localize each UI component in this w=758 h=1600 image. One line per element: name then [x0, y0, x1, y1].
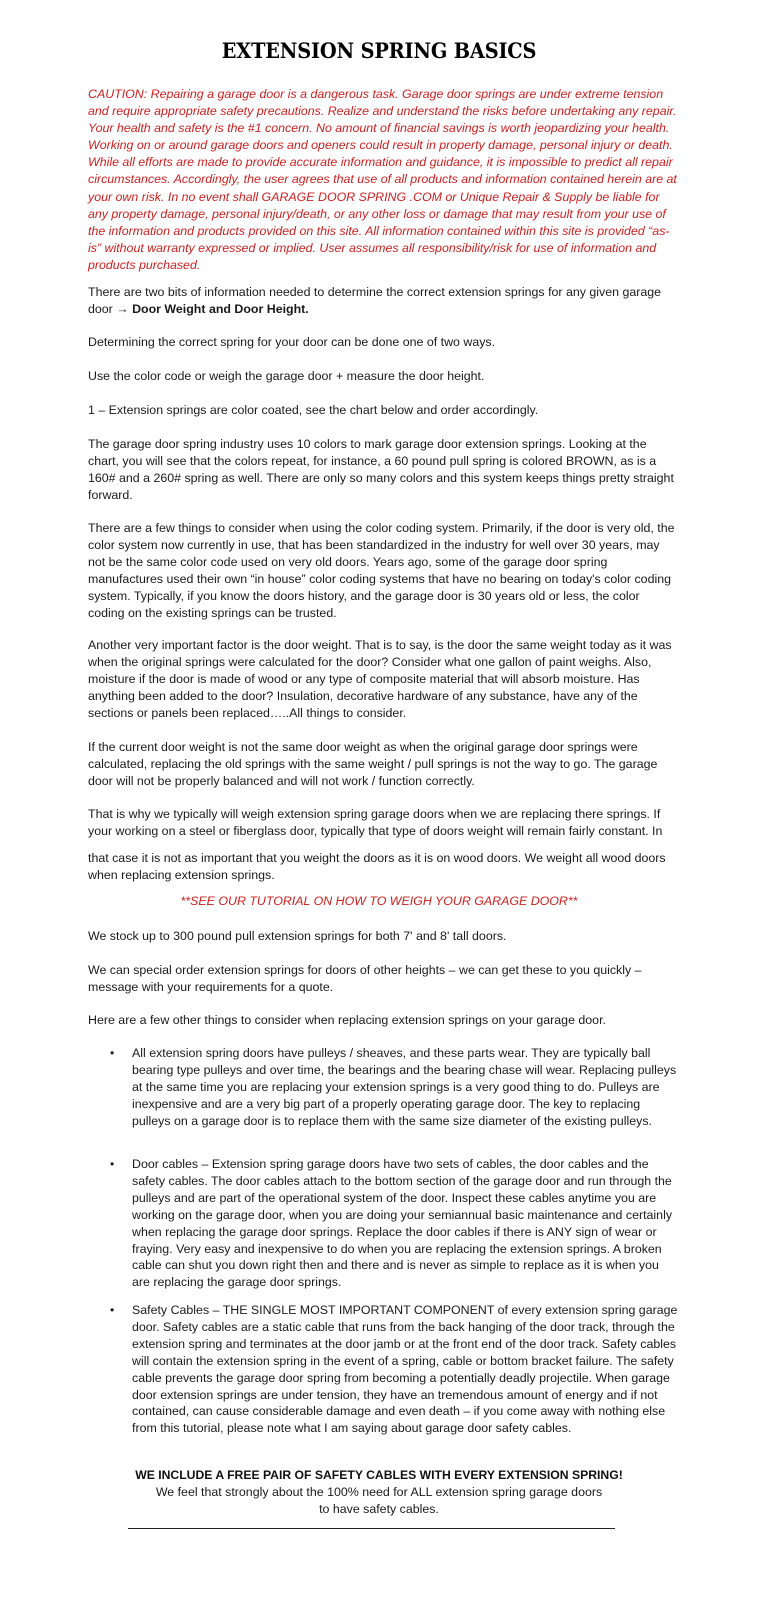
intro-text: There are two bits of information needed to determine the correct extension springs for any given garage door →	[88, 285, 662, 316]
paragraph-stock: We stock up to 300 pound pull extension springs for both 7' and 8' tall doors.	[88, 929, 507, 943]
intro-bold-door-weight-height: Door Weight and Door Height.	[132, 301, 309, 316]
page-title: EXTENSION SPRING BASICS	[221, 38, 537, 63]
paragraph-weight-factor: Another very important factor is the door weight. That is to say, is the door the same weight today as it was when the original springs were calculated for the door? Consider what one gallon of paint weighs. Also, moisture if the door is made of wood or any type of composite material that will absorb moisture. Has anything been added to the door? Insulation, decorative hardware of any substance, have any of the sections or panels been replaced…..All things to consider.	[88, 638, 672, 720]
bullet-icon: •	[110, 1303, 115, 1317]
footer-line-2: to have safety cables.	[319, 1502, 439, 1516]
bullet-icon: •	[110, 1157, 115, 1171]
caution-disclaimer: CAUTION: Repairing a garage door is a dangerous task. Garage door springs are under extreme tension and require appropriate safety precautions. Realize and understand the risks before undertaking any repair. Your health and safety is the #1 concern. No amount of financial savings is worth jeopardizing your health. Working on or around garage doors and openers could result in property damage, personal injury or death. While all efforts are made to provide accurate information and guidance, it is impossible to predict all repair circumstances. Accordingly, the user agrees that use of all products and information contained herein are at your own risk. In no event shall GARAGE DOOR SPRING .COM or Unique Repair & Supply be liable for any property damage, personal injury/death, or any other loss or damage that may result from your use of the information and products provided on this site. All information contained within this site is provided “as-is” without warranty expressed or implied. User assumes all responsibility/risk for use of information and products purchased.	[88, 87, 677, 272]
footer-line-1: We feel that strongly about the 100% need for ALL extension spring garage doors	[155, 1485, 603, 1499]
list-item-text: All extension spring doors have pulleys / sheaves, and these parts wear. They are typically ball bearing type pulleys and over time, the bearings and the bearing chase will wear. Replacing pulleys at the same time you are replacing your extension springs is a very good thing to do. Pulleys are inexpensive and are a very big part of a properly operating garage door. The key to replacing pulleys on a garage door is to replace them with the same size diameter of the existing pulleys.	[132, 1046, 677, 1128]
free-safety-cables-headline: WE INCLUDE A FREE PAIR OF SAFETY CABLES WITH EVERY EXTENSION SPRING!	[135, 1468, 623, 1482]
intro-paragraph	[88, 284, 678, 318]
list-item-text: Safety Cables – THE SINGLE MOST IMPORTANT COMPONENT of every extension spring garage door. Safety cables are a static cable that runs from the back hanging of the door track, through the extension spring and terminates at the door jamb or at the front end of the door track. Safety cables will contain the extension spring in the event of a spring, cable or bottom bracket failure. The safety cable prevents the garage door spring from becoming a potentially deadly projectile. When garage door extension springs are under tension, they have an tremendous amount of energy and if not contained, can cause considerable damage and even death – if you come away with nothing else from this tutorial, please note what I am saying about garage door safety cables.	[132, 1303, 678, 1436]
bullet-icon: •	[110, 1046, 115, 1060]
paragraph-why-weigh: That is why we typically will weigh extension spring garage doors when we are replacing there springs. If your working on a steel or fiberglass door, typically that type of doors weight will remain fairly constant. In	[88, 807, 663, 838]
horizontal-divider	[128, 1528, 615, 1529]
paragraph-special-order: We can special order extension springs for doors of other heights – we can get these to you quickly – message with your requirements for a quote.	[88, 963, 642, 994]
paragraph-industry: The garage door spring industry uses 10 colors to mark garage door extension springs. Looking at the chart, you will see that the colors repeat, for instance, a 60 pound pull spring is colored BROWN, as is a 160# and a 260# spring as well. There are only so many colors and this system keeps things pretty straight forward.	[88, 437, 674, 502]
paragraph-other-things: Here are a few other things to consider when replacing extension springs on your garage door.	[88, 1013, 606, 1027]
paragraph-not-same: If the current door weight is not the same door weight as when the original garage door springs were calculated, replacing the old springs with the same weight / pull springs is not the way to go. The garage door will not be properly balanced and will not work / function correctly.	[88, 740, 658, 788]
paragraph-step1: 1 – Extension springs are color coated, see the chart below and order accordingly.	[88, 403, 539, 417]
paragraph-consider: There are a few things to consider when using the color coding system. Primarily, if the door is very old, the color system now currently in use, that has been standardized in the industry for well over 30 years, may not be the same color code used on very old doors. Years ago, some of the garage door spring manufactures used their own “in house” color coding systems that have no bearing on today's color coding system. Typically, if you know the doors history, and the garage door is 30 years old or less, the color coding on the existing springs can be trusted.	[88, 521, 675, 620]
paragraph-use-color: Use the color code or weigh the garage door + measure the door height.	[88, 369, 485, 383]
list-item-text: Door cables – Extension spring garage doors have two sets of cables, the door cables and the safety cables. The door cables attach to the bottom section of the garage door and run through the pulleys and are part of the operational system of the door. Inspect these cables anytime you are working on the garage door, when you are doing your semiannual basic maintenance and certainly when replacing the garage door springs. Replace the door cables if there is ANY sign of wear or fraying. Very easy and inexpensive to do when you are replacing the extension springs. A broken cable can shut you down right then and there and is never as simple to replace as it is when you are replacing the garage door springs.	[132, 1157, 673, 1290]
paragraph-that-case: that case it is not as important that you weight the doors as it is on wood doors. We weight all wood doors when replacing extension springs.	[88, 851, 666, 882]
paragraph-determining: Determining the correct spring for your door can be done one of two ways.	[88, 335, 496, 349]
weigh-tutorial-link[interactable]: **SEE OUR TUTORIAL ON HOW TO WEIGH YOUR GARAGE DOOR**	[180, 894, 578, 908]
